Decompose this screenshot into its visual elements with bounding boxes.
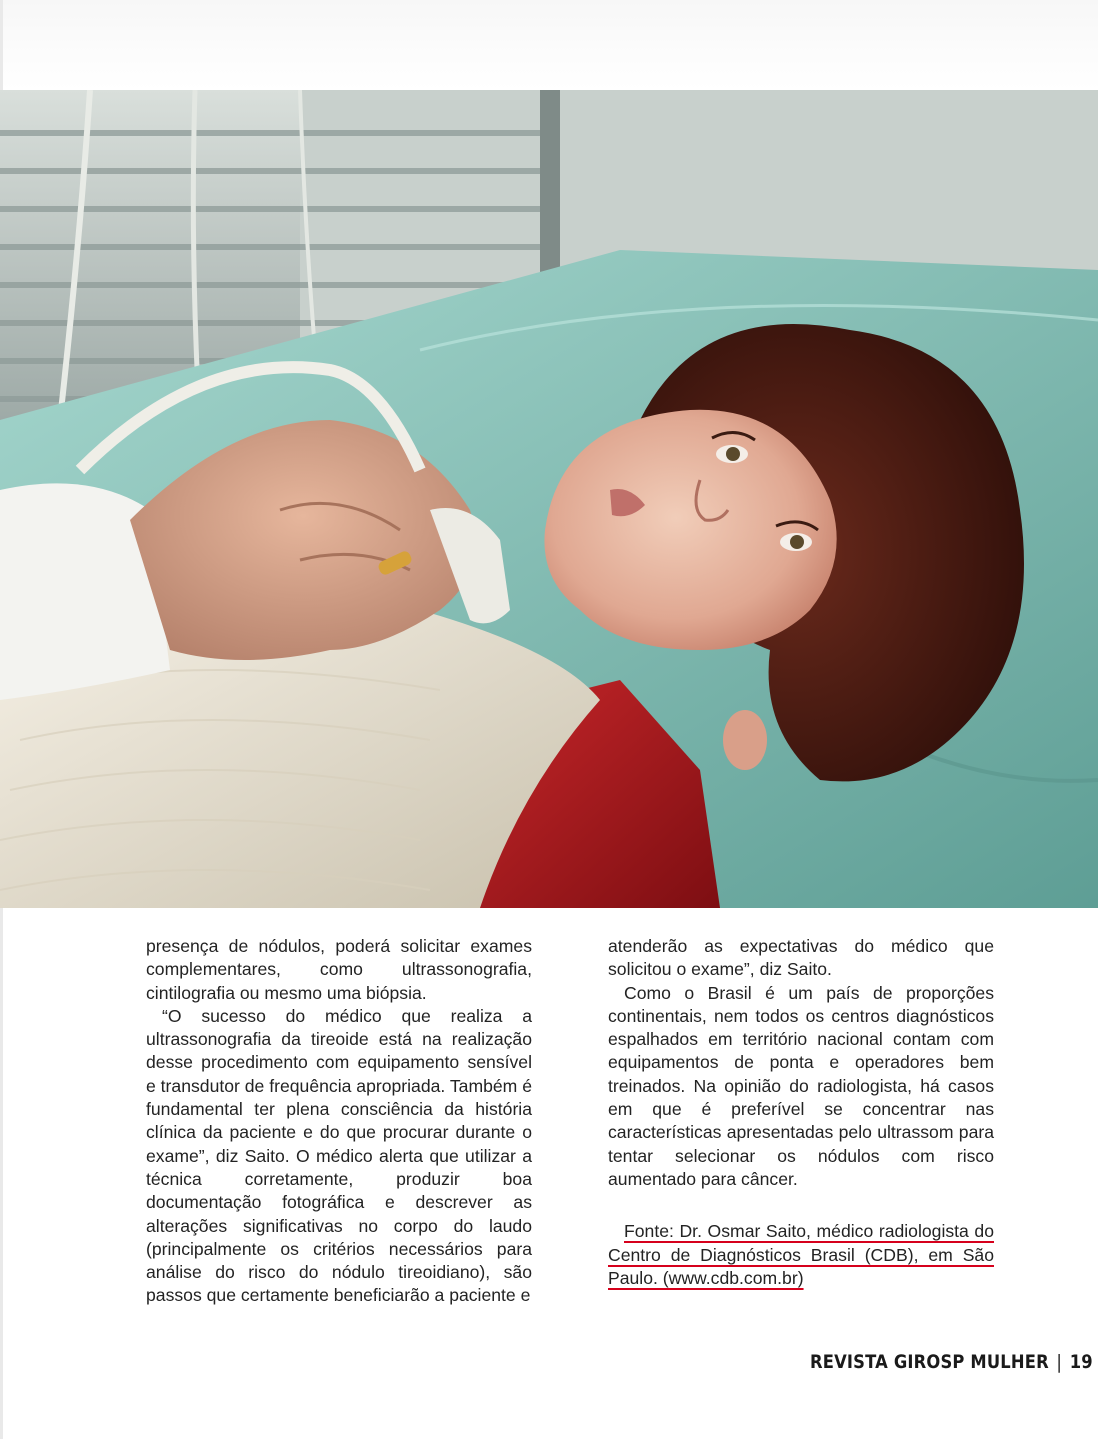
- paragraph: atenderão as expectativas do médico que solicitou o exame”, diz Saito.: [608, 936, 994, 980]
- article-left-column: [146, 935, 532, 1308]
- source-credit: [608, 1220, 994, 1290]
- paragraph: presença de nódulos, poderá solicitar exames complementares, como ultrassonografia, cintilografia ou mesmo uma biópsia.: [146, 936, 532, 1003]
- article-right-column: [608, 935, 994, 1290]
- magazine-name: REVISTA GIROSP MULHER: [810, 1351, 1049, 1373]
- article-photo: [0, 90, 1098, 908]
- page-top-margin: [0, 0, 1098, 90]
- page-footer: [810, 1351, 1093, 1373]
- paragraph: Como o Brasil é um país de proporções continentais, nem todos os centros diagnósticos espalhados em território nacional contam com equipamentos de ponta e operadores bem treinados. Na opinião do radiologista, há casos em que é preferível se concentrar nas características apresentadas pelo ultrassom para tentar selecionar os nódulos com risco aumentado para câncer.: [608, 982, 994, 1189]
- paragraph: “O sucesso do médico que realiza a ultrassonografia da tireoide está na realização desse procedimento com equipamento sensível e transdutor de frequência apropriada. Também é fundamental ter plena consciência da história clínica da paciente e do que procurar durante o exame”, diz Saito. O médico alerta que utilizar a técnica corretamente, produzir boa documentação fotográfica e descrever as alterações significativas no corpo do laudo (principalmente os critérios necessários para análise do risco do nódulo tireoidiano), são passos que certamente beneficiarão a paciente e: [146, 1005, 532, 1306]
- page-number: 19: [1069, 1351, 1093, 1373]
- footer-separator: |: [1056, 1351, 1063, 1373]
- source-credit-text: Fonte: Dr. Osmar Saito, médico radiologista do Centro de Diagnósticos Brasil (CDB), em São Paulo. (www.cdb.com.br): [608, 1221, 994, 1288]
